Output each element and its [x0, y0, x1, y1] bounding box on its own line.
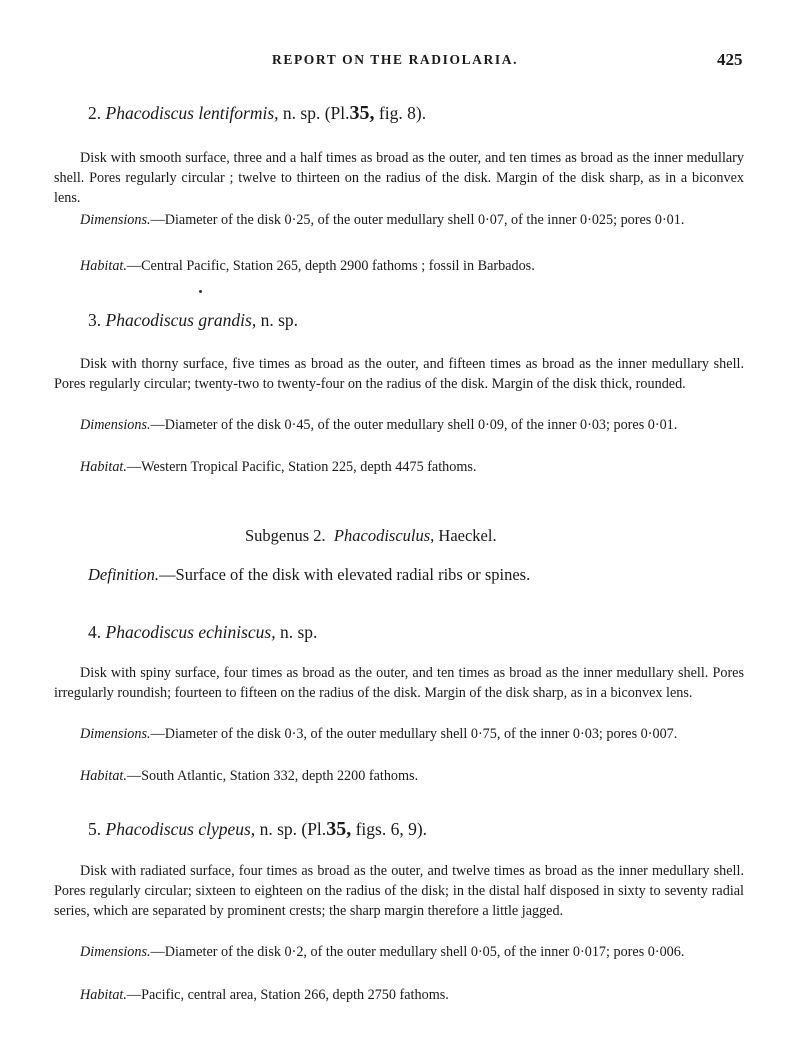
- species-name: Phacodiscus echiniscus,: [105, 622, 276, 642]
- description-lentiformis: Disk with smooth surface, three and a half times as broad as the outer, and ten times as broad as the inner medullary shell. Pores regularly circular ; twelve to thirteen on the radius of the disk. Margin of the disk sharp, as in a biconvex lens.: [54, 150, 744, 206]
- habitat-echiniscus: Habitat.—South Atlantic, Station 332, depth 2200 fathoms.: [80, 768, 419, 784]
- description-grandis: Disk with thorny surface, five times as broad as the outer, and fifteen times as broad as the inner medullary shell. Pores regularly circular; twenty-two to twenty-four on the radius of the disk. Margin of the disk thick, rounded.: [54, 356, 744, 392]
- plate-ref-prefix: (Pl.: [301, 819, 327, 839]
- description-echiniscus: Disk with spiny surface, four times as broad as the outer, and ten times as broad as the inner medullary shell. Pores irregularly roundish; fourteen to fifteen on the radius of the disk. Margin of the disk sharp, as in a biconvex lens.: [54, 665, 744, 701]
- dimensions-echiniscus: Dimensions.—Diameter of the disk 0·3, of the outer medullary shell 0·75, of the inner 0·03; pores 0·007.: [80, 726, 678, 742]
- subgenus-heading: Subgenus 2. Phacodisculus, Haeckel.: [245, 526, 497, 545]
- species-status: n. sp.: [259, 819, 297, 839]
- species-number: 3.: [88, 310, 102, 330]
- subgenus-definition: Definition.—Surface of the disk with elevated radial ribs or spines.: [88, 565, 531, 584]
- species-name: Phacodiscus grandis,: [105, 310, 257, 330]
- print-speck: [199, 290, 202, 293]
- species-status: n. sp.: [260, 310, 299, 330]
- plate-number: 35,: [349, 102, 375, 124]
- species-number: 5.: [88, 819, 102, 839]
- plate-ref-prefix: (Pl.: [324, 103, 350, 123]
- species-heading-lentiformis: [88, 102, 426, 125]
- habitat-clypeus: Habitat.—Pacific, central area, Station 266, depth 2750 fathoms.: [80, 987, 449, 1003]
- dimensions-grandis: Dimensions.—Diameter of the disk 0·45, of the outer medullary shell 0·09, of the inner 0·03; pores 0·01.: [80, 417, 678, 433]
- dimensions-lentiformis: Dimensions.—Diameter of the disk 0·25, of the outer medullary shell 0·07, of the inner 0·025; pores 0·01.: [80, 212, 685, 228]
- description-clypeus: Disk with radiated surface, four times as broad as the outer, and twelve times as broad as the inner medullary shell. Pores regularly circular; sixteen to eighteen on the radius of the disk; in the distal half disposed in sixty to seventy radial series, which are separated by prominent crests; the sharp margin therefore a little jagged.: [54, 863, 744, 919]
- species-name: Phacodiscus lentiformis,: [105, 103, 279, 123]
- dimensions-clypeus: Dimensions.—Diameter of the disk 0·2, of the outer medullary shell 0·05, of the inner 0·017; pores 0·006.: [80, 944, 685, 960]
- species-status: n. sp.: [279, 622, 318, 642]
- species-status: n. sp.: [282, 103, 321, 123]
- species-heading-grandis: [88, 310, 298, 331]
- species-heading-echiniscus: [88, 622, 317, 643]
- plate-number: 35,: [326, 818, 352, 840]
- plate-ref-suffix: fig. 8).: [378, 103, 427, 123]
- page-number: 425: [717, 50, 743, 69]
- plate-ref-suffix: figs. 6, 9).: [355, 819, 428, 839]
- species-number: 4.: [88, 622, 102, 642]
- species-name: Phacodiscus clypeus,: [105, 819, 256, 839]
- habitat-grandis: Habitat.—Western Tropical Pacific, Station 225, depth 4475 fathoms.: [80, 459, 477, 475]
- species-number: 2.: [88, 103, 102, 123]
- habitat-lentiformis: Habitat.—Central Pacific, Station 265, depth 2900 fathoms ; fossil in Barbados.: [80, 258, 535, 274]
- species-heading-clypeus: [88, 818, 427, 841]
- running-header: [0, 50, 800, 74]
- running-title: REPORT ON THE RADIOLARIA.: [272, 52, 519, 67]
